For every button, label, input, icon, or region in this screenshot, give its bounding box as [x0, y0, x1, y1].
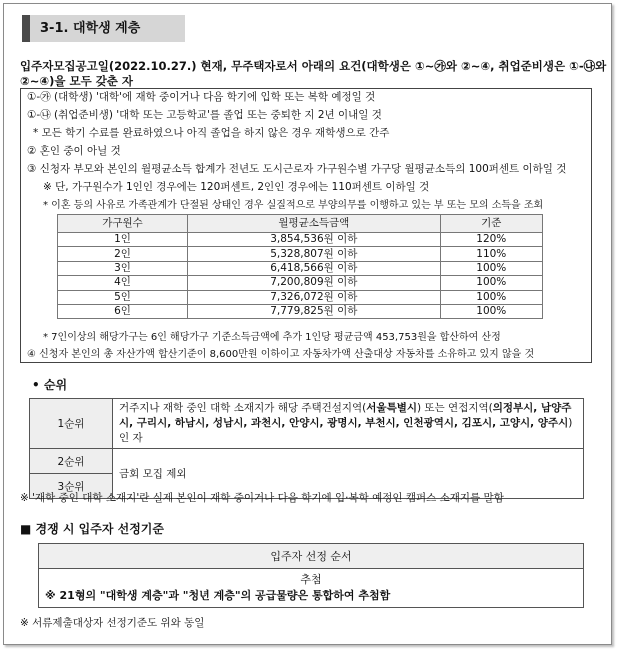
rank-1-text-3: )인 자 — [119, 417, 573, 444]
selection-method: 추첨 — [300, 573, 322, 586]
table-row — [39, 544, 584, 569]
selection-method-cell — [39, 569, 584, 608]
standard-percent: 100% — [440, 261, 542, 275]
income-table — [57, 214, 543, 319]
document-frame — [3, 3, 612, 645]
table-row — [58, 304, 543, 318]
selection-table — [38, 543, 584, 608]
household-size: 3인 — [58, 261, 188, 275]
household-size: 2인 — [58, 247, 188, 261]
document-submission-note: ※ 서류제출대상자 선정기준도 위와 동일 — [20, 617, 205, 629]
section-title: 3-1. 대학생 계층 — [22, 15, 185, 42]
standard-percent: 100% — [440, 304, 542, 318]
criterion-3-note2: * 이혼 등의 사유로 가족관계가 단절된 상태인 경우 실질적으로 부양의무를 이행하고 있는 부 또는 모의 소득을 조회 — [43, 200, 544, 211]
header-monthly-income: 월평균소득금액 — [188, 215, 440, 233]
rank-1-text-2: ) 또는 연접지역( — [417, 402, 493, 414]
household-size: 6인 — [58, 304, 188, 318]
selection-header: 입주자 선정 순서 — [39, 544, 584, 569]
criterion-1b: ①-㉯ (취업준비생) '대학 또는 고등학교'를 졸업 또는 중퇴한 지 2년 이내일 것 — [27, 109, 382, 121]
table-row — [58, 276, 543, 290]
selection-title: ■ 경쟁 시 입주자 선정기준 — [20, 522, 164, 536]
rank-1-description — [113, 399, 584, 449]
monthly-income: 5,328,807원 이하 — [188, 247, 440, 261]
monthly-income: 6,418,566원 이하 — [188, 261, 440, 275]
criterion-2: ② 혼인 중이 아닐 것 — [27, 145, 121, 157]
rank-1-text-1: 거주지나 재학 중인 대학 소재지가 해당 주택건설지역( — [119, 402, 367, 414]
standard-percent: 100% — [440, 276, 542, 290]
rank-1-label: 1순위 — [30, 399, 113, 449]
rank-title: • 순위 — [32, 378, 68, 392]
household-size: 5인 — [58, 290, 188, 304]
household-size: 4인 — [58, 276, 188, 290]
criterion-4: ④ 신청자 본인의 총 자산가액 합산기준이 8,600만원 이하이고 자동차가액 산출대상 자동차를 소유하고 있지 않을 것 — [27, 349, 535, 360]
standard-percent: 120% — [440, 233, 542, 247]
table-row — [58, 290, 543, 304]
table-row — [30, 449, 584, 474]
household-size: 1인 — [58, 233, 188, 247]
income-table-header — [58, 215, 543, 233]
criterion-1a: ①-㉮ (대학생) '대학'에 재학 중이거나 다음 학기에 입학 또는 복학 예정일 것 — [27, 91, 376, 103]
monthly-income: 7,779,825원 이하 — [188, 304, 440, 318]
rank-1-region: 서울특별시 — [366, 402, 417, 414]
campus-location-note: ※ '재학 중인 대학 소재지'란 실제 본인이 재학 중이거나 다음 학기에 입·복학 예정인 캠퍼스 소재지를 말함 — [20, 492, 504, 504]
monthly-income: 3,854,536원 이하 — [188, 233, 440, 247]
rank-2-label: 2순위 — [30, 449, 113, 474]
eligibility-intro: 입주자모집공고일(2022.10.27.) 현재, 무주택자로서 아래의 요건(대학생은 ①~㉮와 ②~④, 취업준비생은 ①-㉯와 ②~④)을 모두 갖춘 자 — [20, 59, 607, 88]
monthly-income: 7,326,072원 이하 — [188, 290, 440, 304]
criterion-3-note1: ※ 단, 가구원수가 1인인 경우에는 120퍼센트, 2인인 경우에는 110퍼센트 이하일 것 — [43, 181, 430, 193]
standard-percent: 110% — [440, 247, 542, 261]
table-row — [30, 399, 584, 449]
table-row — [58, 233, 543, 247]
rank-2-3-description: 금회 모집 제외 — [113, 449, 584, 499]
monthly-income: 7,200,809원 이하 — [188, 276, 440, 290]
criterion-3-note3: * 7인이상의 해당가구는 6인 해당가구 기준소득금액에 추가 1인당 평균금액 453,753원을 합산하여 산정 — [43, 332, 501, 343]
header-household-size: 가구원수 — [58, 215, 188, 233]
criterion-1b-note: * 모든 학기 수료를 완료하였으나 아직 졸업을 하지 않은 경우 재학생으로 간주 — [33, 127, 390, 139]
table-row — [39, 569, 584, 608]
table-row — [58, 261, 543, 275]
rank-table — [29, 398, 584, 499]
table-row — [58, 247, 543, 261]
header-standard: 기준 — [440, 215, 542, 233]
rank-3-label: 3순위 — [30, 474, 113, 499]
standard-percent: 100% — [440, 290, 542, 304]
criteria-box — [20, 88, 592, 363]
selection-note: ※ 21형의 "대학생 계층"과 "청년 계층"의 공급물량은 통합하여 추첨함 — [45, 589, 391, 602]
criterion-3: ③ 신청자 부모와 본인의 월평균소득 합계가 전년도 도시근로자 가구원수별 가구당 월평균소득의 100퍼센트 이하일 것 — [27, 163, 567, 175]
rank-1-adjacent-regions: 의정부시, 남양주시, 구리시, 하남시, 성남시, 과천시, 안양시, 광명시, 부천시, 인천광역시, 김포시, 고양시, 양주시 — [119, 402, 572, 429]
